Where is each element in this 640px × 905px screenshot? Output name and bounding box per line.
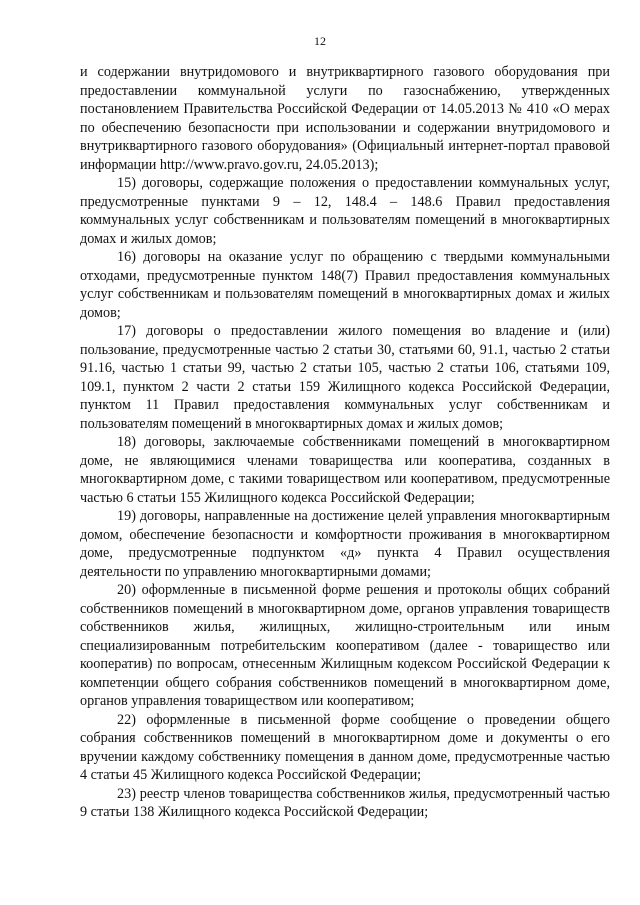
paragraph-item-15: 15) договоры, содержащие положения о предоставлении коммунальных услуг, предусмотренные пунктами 9 – 12, 148.4 – 148.6 Правил предоставления коммунальных услуг собственникам и пользователям помещений в многоквартирных домах и жилых домов;: [80, 175, 610, 247]
paragraph-continuation: и содержании внутридомового и внутриквартирного газового оборудования при предоставлении коммунальной услуги по газоснабжению, утвержденных постановлением Правительства Российской Федерации от 14.05.2013 № 410 «О мерах по обеспечению безопасности при использовании и содержании внутридомового и внутриквартирного газового оборудования» (Официальный интернет-портал правовой информации http://www.pravo.gov.ru, 24.05.2013);: [80, 64, 610, 173]
paragraph-item-17: 17) договоры о предоставлении жилого помещения во владение и (или) пользование, предусмотренные частью 2 статьи 30, статьями 60, 91.1, частью 2 статьи 91.16, частью 1 статьи 99, частью 2 статьи 105, частью 2 статьи 106, статьями 109, 109.1, пунктом 2 части 2 статьи 159 Жилищного кодекса Российской Федерации, пунктом 11 Правил предоставления коммунальных услуг собственникам и пользователям помещений в многоквартирных домах и жилых домов;: [80, 323, 610, 432]
page-number: 12: [314, 34, 326, 48]
paragraph-item-20: 20) оформленные в письменной форме решения и протоколы общих собраний собственников помещений в многоквартирном доме, органов управления товариществ собственников жилья, жилищных, жилищно-строительным или иным специализированным потребительским кооперативом (далее - товарищество или кооператив) по вопросам, отнесенным Жилищным кодексом Российской Федерации к компетенции общего собрания собственников помещений в многоквартирном доме, органов управления товариществом или кооперативом;: [80, 582, 610, 709]
document-body: [80, 63, 610, 822]
paragraph-item-18: 18) договоры, заключаемые собственниками помещений в многоквартирном доме, не являющимися членами товарищества или кооператива, созданных в многоквартирном доме, с такими товариществом или кооперативом, предусмотренные частью 6 статьи 155 Жилищного кодекса Российской Федерации;: [80, 434, 610, 506]
paragraph-item-22: 22) оформленные в письменной форме сообщение о проведении общего собрания собственников помещений в многоквартирном доме и документы о его вручении каждому собственнику помещения в данном доме, предусмотренные частью 4 статьи 45 Жилищного кодекса Российской Федерации;: [80, 711, 610, 783]
paragraph-item-23: 23) реестр членов товарищества собственников жилья, предусмотренный частью 9 статьи 138 Жилищного кодекса Российской Федерации;: [80, 785, 610, 820]
paragraph-item-19: 19) договоры, направленные на достижение целей управления многоквартирным домом, обеспечение безопасности и комфортности проживания в многоквартирном доме, предусмотренные подпунктом «д» пункта 4 Правил осуществления деятельности по управлению многоквартирными домами;: [80, 508, 610, 580]
paragraph-item-16: 16) договоры на оказание услуг по обращению с твердыми коммунальными отходами, предусмотренные пунктом 148(7) Правил предоставления коммунальных услуг собственникам и пользователям помещений в многоквартирных домах и жилых домов;: [80, 249, 610, 321]
